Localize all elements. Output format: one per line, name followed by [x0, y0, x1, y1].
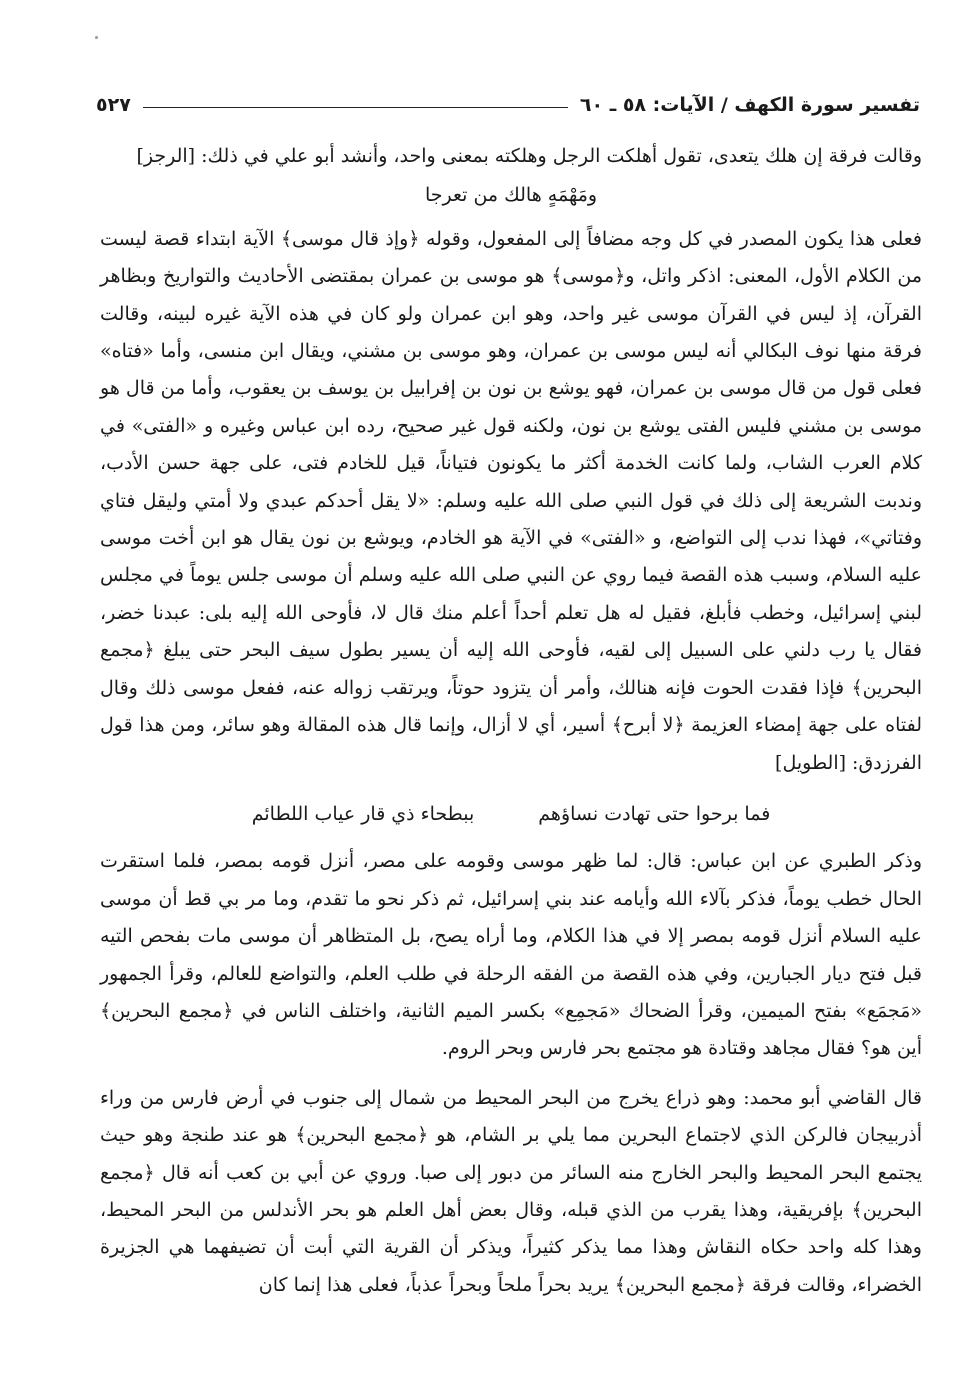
page-body: [100, 138, 922, 1304]
verse-rajaz: [100, 177, 922, 214]
paragraph-4: قال القاضي أبو محمد: وهو ذراع يخرج من البحر المحيط من شمال إلى جنوب في أرض فارس من وراء أذربيجان فالركن الذي لاجتماع البحرين مما يلي بر الشام، هو ﴿مجمع البحرين﴾ هو عند طنجة وهو حيث يجتمع البحر المحيط والبحر الخارج منه السائر من دبور إلى صبا. وروي عن أبي بن كعب أنه قال ﴿مجمع البحرين﴾ بإفريقية، وهذا يقرب من الذي قبله، وقال بعض أهل العلم هو بحر الأندلس من البحر المحيط، وهذا كله واحد حكاه النقاش وهذا مما يذكر كثيراً، ويذكر أن القرية التي أبت أن تضيفهما هي الجزيرة الخضراء، وقالت فرقة ﴿مجمع البحرين﴾ يريد بحراً ملحاً وبحراً عذباً، فعلى هذا إنما كان: [100, 1086, 922, 1296]
header-rule: [143, 107, 568, 108]
verse-second-hemistich: ببطحاء ذي قار عياب اللطائم: [251, 802, 475, 825]
header-title: تفسير سورة الكهف / الآيات: ٥٨ ـ ٦٠: [579, 94, 920, 116]
verse-rajaz-line: ومَهْمَهٍ هالك من تعرجا: [424, 184, 598, 207]
page-number: ٥٢٧: [96, 94, 131, 116]
running-header: [96, 86, 920, 116]
paragraph-1: وقالت فرقة إن هلك يتعدى، تقول أهلكت الرجل وهلكته بمعنى واحد، وأنشد أبو علي في ذلك: [الرجز]: [136, 145, 922, 167]
scan-speck: [95, 36, 98, 39]
paragraph-2: فعلى هذا يكون المصدر في كل وجه مضافاً إلى المفعول، وقوله ﴿وإذ قال موسى﴾ الآية ابتداء قصة ليست من الكلام الأول، المعنى: اذكر واتل، و﴿موسى﴾ هو موسى بن عمران بمقتضى الأحاديث والتواريخ وبظاهر القرآن، إذ ليس في القرآن موسى غير واحد، وهو ابن عمران ولو كان في هذه الآية غيره لبينه، وقالت فرقة منها نوف البكالي أنه ليس موسى بن عمران، وهو موسى بن مشني، ويقال ابن منسى، وأما «فتاه» فعلى قول من قال موسى بن عمران، فهو يوشع بن نون بن إفرابيل بن يوسف بن يعقوب، وأما من قال هو موسى بن مشني فليس الفتى يوشع بن نون، ولكنه قول غير صحيح، رده ابن عباس وغيره و «الفتى» في كلام العرب الشاب، ولما كانت الخدمة أكثر ما يكونون فتياناً، قيل للخادم فتى، على جهة حسن الأدب، وندبت الشريعة إلى ذلك في قول النبي صلى الله عليه وسلم: «لا يقل أحدكم عبدي ولا أمتي وليقل فتاي وفتاتي»، فهذا ندب إلى التواضع، و «الفتى» في الآية هو الخادم، ويوشع بن نون يقال هو ابن أخت موسى عليه السلام، وسبب هذه القصة فيما روي عن النبي صلى الله عليه وسلم أن موسى جلس يوماً في مجلس لبني إسرائيل، وخطب فأبلغ، فقيل له هل تعلم أحداً أعلم منك قال لا، فأوحى الله إليه بلى: عبدنا خضر، فقال يا رب دلني على السبيل إلى لقيه، فأوحى الله إليه أن يسير بطول سيف البحر حتى يبلغ ﴿مجمع البحرين﴾ فإذا فقدت الحوت فإنه هنالك، وأمر أن يتزود حوتاً، ويرتقب زواله عنه، ففعل موسى ذلك وقال لفتاه على جهة إمضاء العزيمة ﴿لا أبرح﴾ أسير، أي لا أزال، وإنما قال هذه المقالة وهو سائر، ومن هذا قول الفرزدق: [الطويل]: [100, 227, 922, 774]
paragraph-3: وذكر الطبري عن ابن عباس: قال: لما ظهر موسى وقومه على مصر، أنزل قومه بمصر، فلما استقرت الحال خطب يوماً، فذكر بآلاء الله وأيامه عند بني إسرائيل، ثم ذكر نحو ما تقدم، وما مر بي قط أن موسى عليه السلام أنزل قومه بمصر إلا في هذا الكلام، وما أراه يصح، بل المتظاهر أن موسى مات بفحص التيه قبل فتح ديار الجبارين، وفي هذه القصة من الفقه الرحلة في طلب العلم، والتواضع للعالم، وقرأ الجمهور «مَجمَع» بفتح الميمين، وقرأ الضحاك «مَجمِع» بكسر الميم الثانية، واختلف الناس في ﴿مجمع البحرين﴾ أين هو؟ فقال مجاهد وقتادة هو مجتمع بحر فارس وبحر الروم.: [100, 850, 922, 1060]
verse-farazdaq: [100, 796, 922, 833]
verse-first-hemistich: فما برحوا حتى تهادت نساؤهم: [538, 802, 771, 825]
